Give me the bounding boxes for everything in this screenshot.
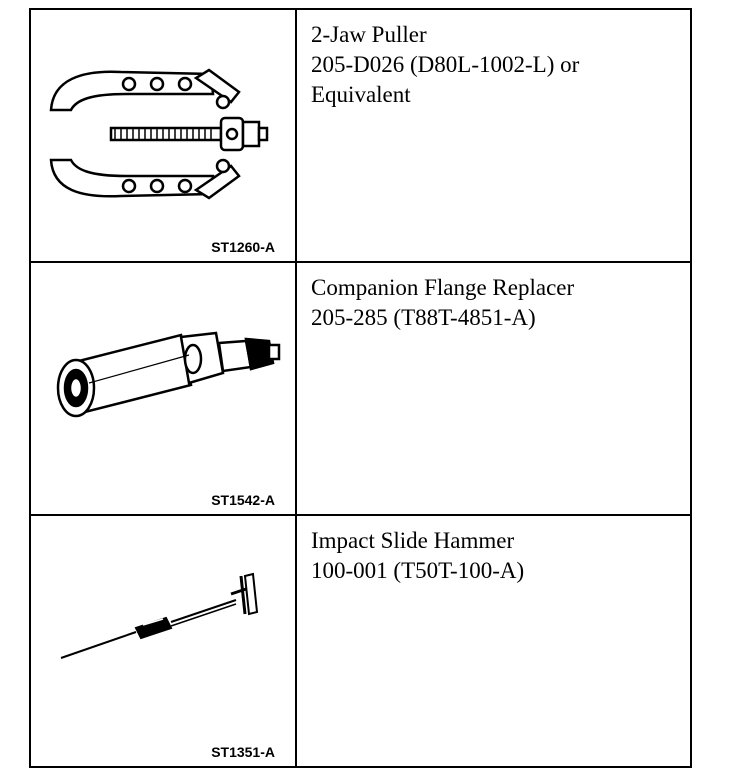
tool-description-cell [297,10,690,261]
table-row [31,10,690,263]
tool-description-cell [297,516,690,766]
slide-hammer-icon [31,516,295,764]
image-code-label: ST1351-A [211,744,275,760]
tool-part-number: 100-001 (T50T-100-A) [311,558,525,583]
tool-name: Impact Slide Hammer [311,528,515,553]
tool-image-cell [31,10,297,261]
flange-replacer-icon [31,263,295,514]
tool-part-number: 205-D026 (D80L-1002-L) or [311,52,580,77]
tool-description [311,20,579,110]
tool-name: Companion Flange Replacer [311,275,575,300]
special-tools-table [29,8,692,768]
image-code-label: ST1260-A [211,239,275,255]
tool-name: 2-Jaw Puller [311,22,427,47]
image-code-label: ST1542-A [211,492,275,508]
tool-image-cell [31,516,297,766]
tool-equivalent-note: Equivalent [311,82,411,107]
two-jaw-puller-icon [31,10,295,261]
tool-description [311,273,574,333]
tool-description [311,526,524,586]
table-row [31,516,690,766]
tool-part-number: 205-285 (T88T-4851-A) [311,305,536,330]
tool-description-cell [297,263,690,514]
table-row [31,263,690,516]
tool-image-cell [31,263,297,514]
